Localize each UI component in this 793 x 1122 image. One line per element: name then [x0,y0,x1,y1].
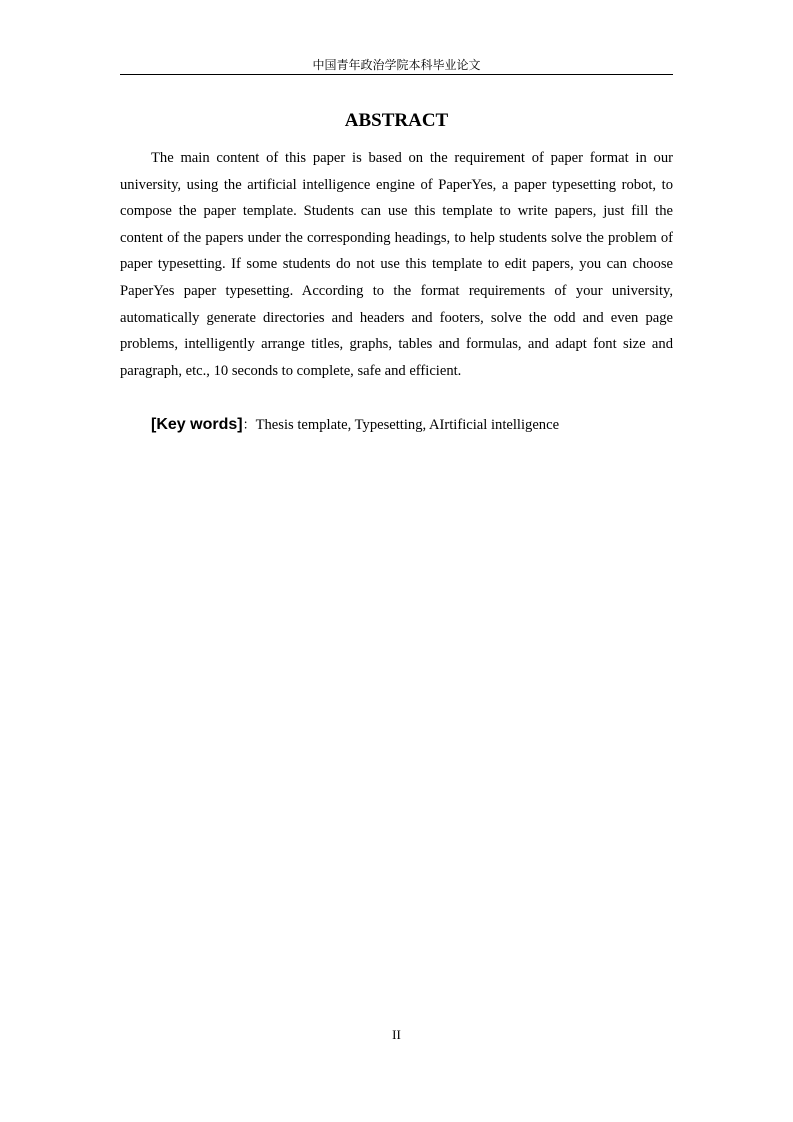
abstract-body: The main content of this paper is based on the requirement of paper format in our university, using the artificial intelligence engine of PaperYes, a paper typesetting robot, to compose the paper template. Students can use this template to write papers, just fill the content of the papers under the corresponding headings, to help students solve the problem of paper typesetting. If some students do not use this template to edit papers, you can choose PaperYes paper typesetting. According to the format requirements of your university, automatically generate directories and headers and footers, solve the odd and even page problems, intelligently arrange titles, graphs, tables and formulas, and adapt font size and paragraph, etc., 10 seconds to complete, safe and efficient. [120,150,673,379]
keywords-separator: ： [242,418,256,433]
keywords-line [151,412,673,439]
keywords-label: [Key words] [151,416,243,433]
page-number: II [392,1027,401,1042]
keywords-value: Thesis template, Typesetting, AIrtificial intelligence [255,417,560,433]
page-header: 中国青年政治学院本科毕业论文 [120,57,673,75]
abstract-title: ABSTRACT [344,110,449,131]
